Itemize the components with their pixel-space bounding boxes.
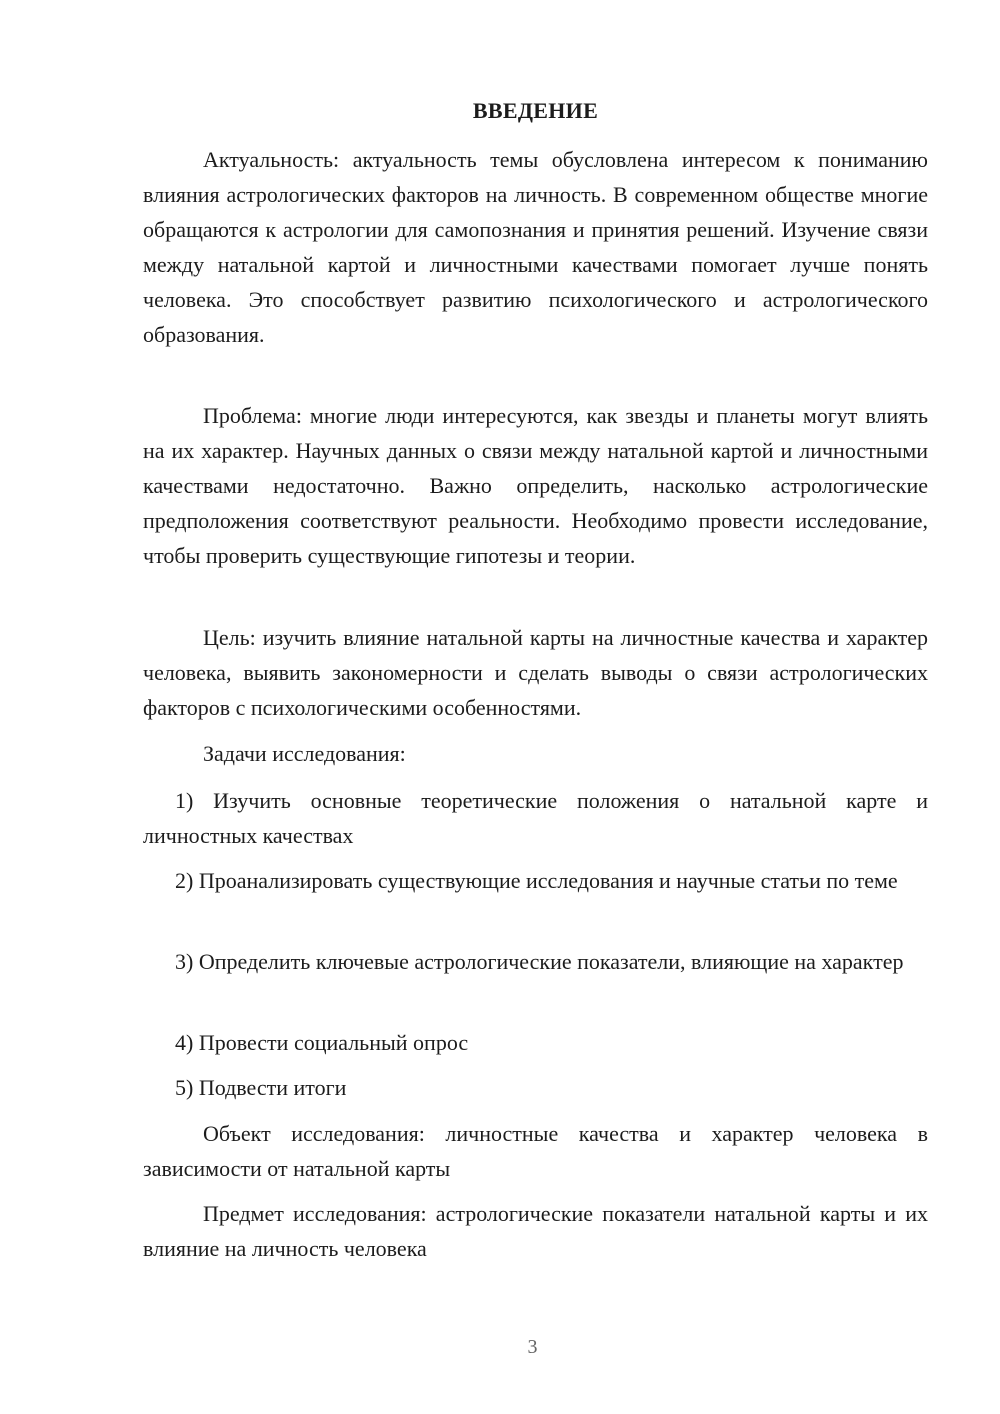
task-item-5: 5) Подвести итоги	[175, 1075, 347, 1100]
tasks-heading: Задачи исследования:	[203, 741, 406, 766]
relevance-paragraph: Актуальность: актуальность темы обусловлена интересом к пониманию влияния астрологических факторов на личность. В современном обществе многие обращаются к астрологии для самопознания и принятия решений. Изучение связи между натальной картой и личностными качествами помогает лучше понять человека. Это способствует развитию психологического и астрологического образования.	[143, 147, 928, 347]
task-item-3: 3) Определить ключевые астрологические показатели, влияющие на характер	[175, 949, 904, 974]
task-item-4: 4) Провести социальный опрос	[175, 1030, 469, 1055]
task-item-2: 2) Проанализировать существующие исследования и научные статьи по теме	[175, 868, 898, 893]
goal-paragraph: Цель: изучить влияние натальной карты на личностные качества и характер человека, выявить закономерности и сделать выводы о связи астрологических факторов с психологическими особенностями.	[143, 625, 928, 720]
problem-paragraph: Проблема: многие люди интересуются, как звезды и планеты могут влиять на их характер. Научных данных о связи между натальной картой и личностными качествами недостаточно. Важно определить, насколько астрологические предположения соответствуют реальности. Необходимо провести исследование, чтобы проверить существующие гипотезы и теории.	[143, 403, 928, 568]
page-number: 3	[527, 1336, 538, 1358]
object-paragraph: Объект исследования: личностные качества и характер человека в зависимости от натальной карты	[143, 1121, 928, 1181]
task-item-1: 1) Изучить основные теоретические положения о натальной карте и личностных качествах	[143, 788, 928, 848]
page-title: ВВЕДЕНИЕ	[472, 98, 599, 123]
document-page	[143, 0, 928, 1414]
subject-paragraph: Предмет исследования: астрологические показатели натальной карты и их влияние на личность человека	[143, 1201, 928, 1261]
